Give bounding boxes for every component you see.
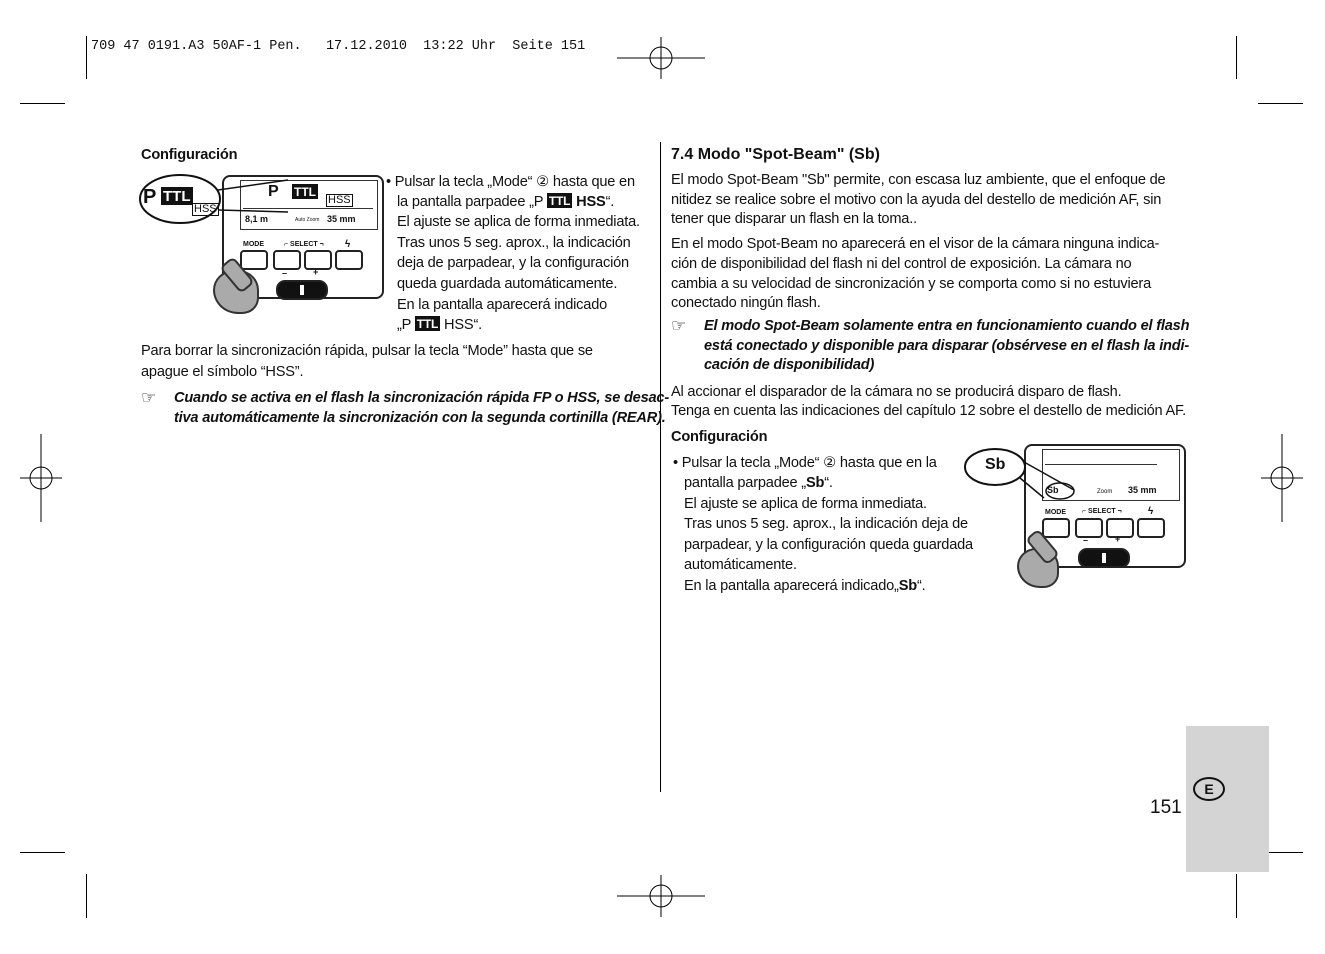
left-heading: Configuración bbox=[141, 147, 238, 163]
right-bullet-line-5: parpadear, y la configuración queda guardada bbox=[684, 537, 973, 553]
right-bullet-line-7: En la pantalla aparecerá indicado„Sb“. bbox=[684, 578, 926, 594]
right-para2-line-2: ción de disponibilidad del flash ni del control de exposición. La cámara no bbox=[671, 256, 1132, 272]
language-badge: E bbox=[1193, 777, 1225, 801]
pointing-hand-icon: ☞ bbox=[141, 388, 157, 407]
left-bullet-line-6: queda guardada automáticamente. bbox=[397, 276, 618, 292]
left-bullet-line-3: El ajuste se aplica de forma inmediata. bbox=[397, 214, 640, 230]
select-minus-button[interactable] bbox=[273, 250, 301, 270]
right-bullet-line-4: Tras unos 5 seg. aprox., la indicación deja de bbox=[684, 516, 968, 532]
crop-mark bbox=[1258, 103, 1303, 104]
right-para1-line-1: El modo Spot-Beam "Sb" permite, con escasa luz ambiente, que el enfoque de bbox=[671, 172, 1166, 188]
left-para-line-1: Para borrar la sincronización rápida, pulsar la tecla “Mode” hasta que se bbox=[141, 343, 593, 359]
lcd-distance: 8,1 m bbox=[245, 214, 269, 224]
left-note-line-1: Cuando se activa en el flash la sincronización rápida FP o HSS, se desac- bbox=[174, 390, 669, 406]
callout-p: P bbox=[143, 186, 157, 208]
page-number: 151 bbox=[1150, 797, 1182, 818]
flash-symbol: ϟ bbox=[345, 239, 351, 250]
callout-ttl: TTL bbox=[163, 188, 191, 205]
lcd-mode-p: P bbox=[268, 183, 279, 200]
right-bullet-line-3: El ajuste se aplica de forma inmediata. bbox=[684, 496, 927, 512]
power-switch[interactable] bbox=[1078, 548, 1130, 568]
registration-mark-left bbox=[18, 432, 64, 524]
section-heading: 7.4 Modo "Spot-Beam" (Sb) bbox=[671, 146, 880, 163]
crop-mark bbox=[86, 874, 87, 918]
left-bullet-line-4: Tras unos 5 seg. aprox., la indicación bbox=[397, 235, 631, 251]
minus-label: – bbox=[1083, 535, 1089, 545]
callout-hss: HSS bbox=[194, 203, 217, 215]
language-tab bbox=[1186, 726, 1269, 872]
right-para2-line-3: cambia a su velocidad de sincronización y se comporta como si no estuviera bbox=[671, 276, 1152, 292]
left-para-line-2: apague el símbolo “HSS”. bbox=[141, 364, 304, 380]
callout-ellipse bbox=[962, 446, 1082, 502]
right-para1-line-3: tener que disparar un flash en la toma.. bbox=[671, 211, 917, 227]
right-note-line-2: está conectado y disponible para disparar (obsérvese en el flash la indi- bbox=[704, 338, 1189, 354]
flash-symbol: ϟ bbox=[1148, 506, 1154, 517]
right-bullet-line-1: • Pulsar la tecla „Mode“ ② hasta que en la bbox=[673, 455, 937, 471]
right-para2-line-1: En el modo Spot-Beam no aparecerá en el visor de la cámara ninguna indica- bbox=[671, 236, 1160, 252]
pointing-hand-icon: ☞ bbox=[671, 316, 687, 335]
left-bullet-line-7: En la pantalla aparecerá indicado bbox=[397, 297, 608, 313]
flash-test-button[interactable] bbox=[1137, 518, 1165, 538]
right-note-line-3: cación de disponibilidad) bbox=[704, 357, 875, 373]
lcd-focal: 35 mm bbox=[1128, 485, 1157, 495]
crop-mark bbox=[20, 103, 65, 104]
select-label: SELECT bbox=[1088, 508, 1116, 515]
crop-mark bbox=[20, 852, 65, 853]
select-minus-button[interactable] bbox=[1075, 518, 1103, 538]
flash-test-button[interactable] bbox=[335, 250, 363, 270]
lcd-focal: 35 mm bbox=[327, 214, 356, 224]
callout-sb: Sb bbox=[985, 456, 1006, 473]
minus-label: – bbox=[282, 268, 288, 278]
select-label: SELECT bbox=[290, 241, 318, 248]
lcd-ttl: TTL bbox=[294, 185, 316, 199]
right-para3-line-2: Tenga en cuenta las indicaciones del capítulo 12 sobre el destello de medición AF. bbox=[671, 403, 1186, 419]
plus-label: + bbox=[313, 267, 319, 277]
right-para1-line-2: nitidez se realice sobre el motivo con la ayuda del destello de medición AF, sin bbox=[671, 192, 1162, 208]
right-para3-line-1: Al accionar el disparador de la cámara no se producirá disparo de flash. bbox=[671, 384, 1122, 400]
mode-button[interactable] bbox=[1042, 518, 1070, 538]
column-divider bbox=[660, 142, 661, 792]
right-bullet-line-6: automáticamente. bbox=[684, 557, 797, 573]
crop-mark bbox=[1236, 874, 1237, 918]
left-bullet-line-1: • Pulsar la tecla „Mode“ ② hasta que en bbox=[386, 174, 635, 190]
right-note-line-1: El modo Spot-Beam solamente entra en funcionamiento cuando el flash bbox=[704, 318, 1190, 334]
inline-ttl: TTL bbox=[548, 194, 571, 208]
mode-label: MODE bbox=[243, 241, 264, 248]
mode-button[interactable] bbox=[240, 250, 268, 270]
crop-mark bbox=[86, 36, 87, 79]
left-bullet-line-2: la pantalla parpadee „P TTL HSS“. bbox=[397, 194, 615, 210]
registration-mark-bottom bbox=[615, 873, 707, 919]
right-config-heading: Configuración bbox=[671, 429, 768, 445]
left-bullet-line-5: deja de parpadear, y la configuración bbox=[397, 255, 629, 271]
lcd-zoom-label: Zoom bbox=[1097, 489, 1113, 495]
right-para2-line-4: conectado ningún flash. bbox=[671, 295, 821, 311]
lcd-zoom-label: Auto Zoom bbox=[295, 217, 320, 223]
crop-mark bbox=[1236, 36, 1237, 79]
mode-label: MODE bbox=[1045, 509, 1066, 516]
registration-mark-right bbox=[1259, 432, 1305, 524]
registration-mark-top bbox=[615, 35, 707, 81]
power-switch[interactable] bbox=[276, 280, 328, 300]
print-slug: 709 47 0191.A3 50AF-1 Pen. 17.12.2010 13:22 Uhr Seite 151 bbox=[91, 39, 586, 54]
lcd-hss: HSS bbox=[328, 194, 351, 206]
inline-ttl-2: TTL bbox=[416, 317, 439, 331]
right-bullet-line-2: pantalla parpadee „Sb“. bbox=[684, 475, 833, 491]
plus-label: + bbox=[1115, 534, 1121, 544]
lcd-sb: Sb bbox=[1047, 485, 1059, 495]
left-bullet-line-8: „P TTL HSS“. bbox=[397, 317, 482, 333]
left-note-line-2: tiva automáticamente la sincronización con la segunda cortinilla (REAR). bbox=[174, 410, 666, 426]
